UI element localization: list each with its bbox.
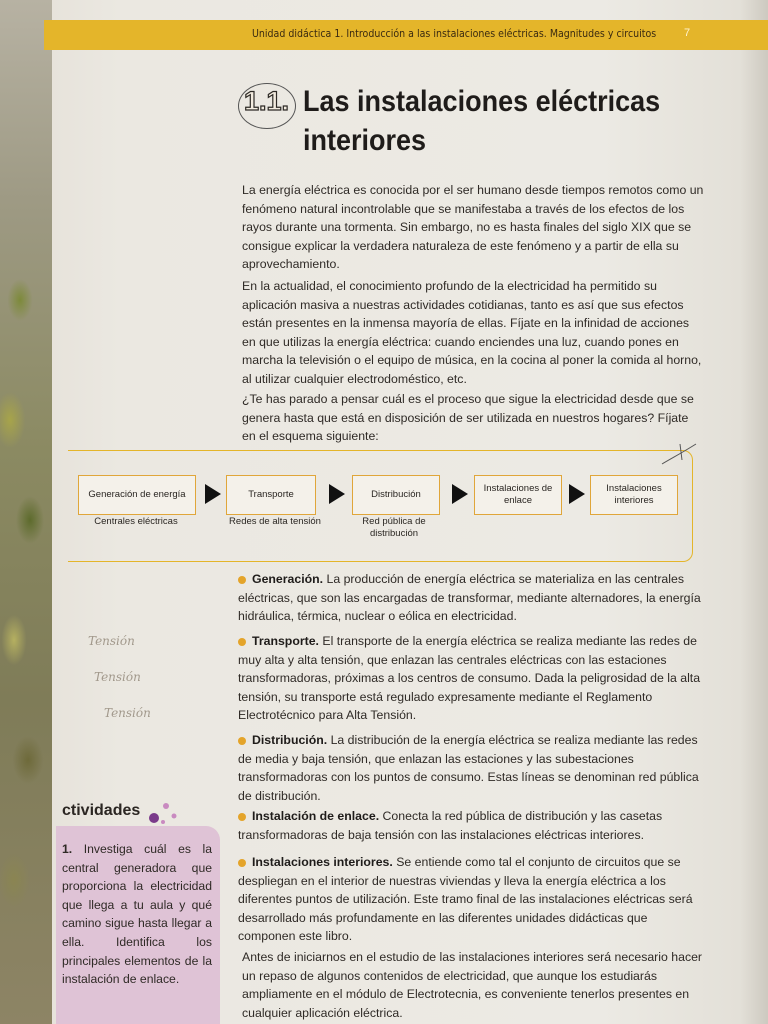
bullet-icon (238, 638, 246, 646)
item-text: La distribución de la energía eléctrica se realiza mediante las redes de media y baja tensión, que enlazan las estaciones y las subestaciones transformadoras con los puntos de consumo. Estas líneas se denominan red pública de distribución. (238, 733, 699, 803)
item-text: El transporte de la energía eléctrica se realiza mediante las redes de muy alta y alta tensión, que enlazan las centrales eléctricas con las estaciones transformadoras, próximas a los centros de consumo. Dada la peligrosidad de la alta tensión, su transporte está regulado expresamente mediante el Reglamento Electrotécnico para Alta Tensión. (238, 634, 701, 723)
scheme-sublabel-red-publica: Red pública de distribución (362, 516, 426, 539)
bullet-icon (238, 737, 246, 745)
intro-paragraph-1: La energía eléctrica es conocida por el ser humano desde tiempos remotos como un fenómeno natural incontrolable que se manifestaba a través de los efectos de los rayos durante una tormenta. Sin embargo, no es hasta finales del siglo XIX que se consigue explicar la verdadera naturaleza de este fenómeno y a partir de ella su aprovechamiento. (242, 183, 704, 272)
scheme-node-interiores: Instalaciones interiores (590, 475, 678, 515)
closing-paragraph: Antes de iniciarnos en el estudio de las instalaciones interiores será necesario hacer un repaso de algunos contenidos de electricidad, que aunque los estudiarás ampliamente en el módulo de Electrotecnia, es conveniente tenerlos presentes en cualquier aplicación eléctrica. (242, 950, 703, 1020)
intro-paragraph-3: ¿Te has parado a pensar cuál es el proceso que sigue la electricidad desde que se genera hasta que está en disposición de ser utilizada en nuestros hogares? Fíjate en el esquema siguiente: (242, 392, 694, 444)
list-item-interiores (238, 853, 708, 946)
list-item-generacion (238, 570, 708, 626)
bullet-icon (238, 859, 246, 867)
pen-scribble (660, 440, 700, 470)
decorative-dots-icon (146, 798, 186, 828)
activity-text: Investiga cuál es la central generadora que proporciona la electricidad que llega a tu aula y qué camino sigue hasta llegar a ella. Identifica los principales elementos de la instalación de enlace. (62, 842, 213, 987)
activities-heading: ctividades (62, 802, 141, 819)
item-term: Generación. (252, 572, 324, 586)
list-item-distribucion (238, 731, 708, 805)
handwritten-note: Tensión (88, 634, 135, 648)
activity-item (62, 840, 212, 989)
arrow-right-icon (205, 484, 221, 504)
scheme-node-generacion: Generación de energía (78, 475, 196, 515)
arrow-right-icon (329, 484, 345, 504)
item-term: Distribución. (252, 733, 328, 747)
item-text: Se entiende como tal el conjunto de circuitos que se despliegan en el interior de nuestras viviendas y lleva la energía eléctrica a los diferentes puntos de utilización. Este tramo final de las instalaciones eléctricas será desarrollado más profundamente en las diferentes unidades didácticas que componen este libro. (238, 855, 693, 944)
arrow-right-icon (569, 484, 585, 504)
scheme-sublabel-redes: Redes de alta tensión (229, 516, 321, 527)
scheme-sublabel-centrales: Centrales eléctricas (94, 516, 178, 527)
item-text: Conecta la red pública de distribución y las casetas transformadoras de baja tensión con las instalaciones eléctricas interiores. (238, 809, 663, 842)
scheme-node-transporte: Transporte (226, 475, 316, 515)
scheme-node-distribucion: Distribución (352, 475, 440, 515)
activity-number: 1. (62, 842, 73, 856)
list-item-transporte (238, 632, 708, 725)
section-number: 1.1. (244, 86, 290, 116)
handwritten-note: Tensión (104, 706, 151, 720)
section-title: Las instalaciones eléctricas interiores (303, 85, 661, 157)
arrow-right-icon (452, 484, 468, 504)
scheme-node-enlace: Instalaciones de enlace (474, 475, 562, 515)
item-term: Instalaciones interiores. (252, 855, 393, 869)
bullet-icon (238, 813, 246, 821)
item-term: Instalación de enlace. (252, 809, 380, 823)
bullet-icon (238, 576, 246, 584)
running-title: Unidad didáctica 1. Introducción a las instalaciones eléctricas. Magnitudes y circuitos (252, 27, 657, 40)
page-number: 7 (684, 27, 691, 39)
intro-paragraph-2: En la actualidad, el conocimiento profundo de la electricidad ha permitido su aplicación masiva a nuestras actividades cotidianas, tanto es así que sus efectos están presentes en la inmensa mayoría de ellas. Fíjate en la infinidad de acciones en que utilizas la energía eléctrica: cuando enciendes una luz, cuando pones en marcha la televisión o el equipo de música, en la cocina al poner la comida al horno, al utilizar cualquier electrodoméstico, etc. (242, 279, 702, 386)
item-term: Transporte. (252, 634, 319, 648)
list-item-enlace (238, 807, 708, 844)
handwritten-note: Tensión (94, 670, 141, 684)
margin-plant-photo (0, 0, 52, 1024)
item-text: La producción de energía eléctrica se materializa en las centrales eléctricas, que son las encargadas de transformar, mediante alternadores, la energía hidráulica, térmica, nuclear o eólica en electricidad. (238, 572, 701, 624)
